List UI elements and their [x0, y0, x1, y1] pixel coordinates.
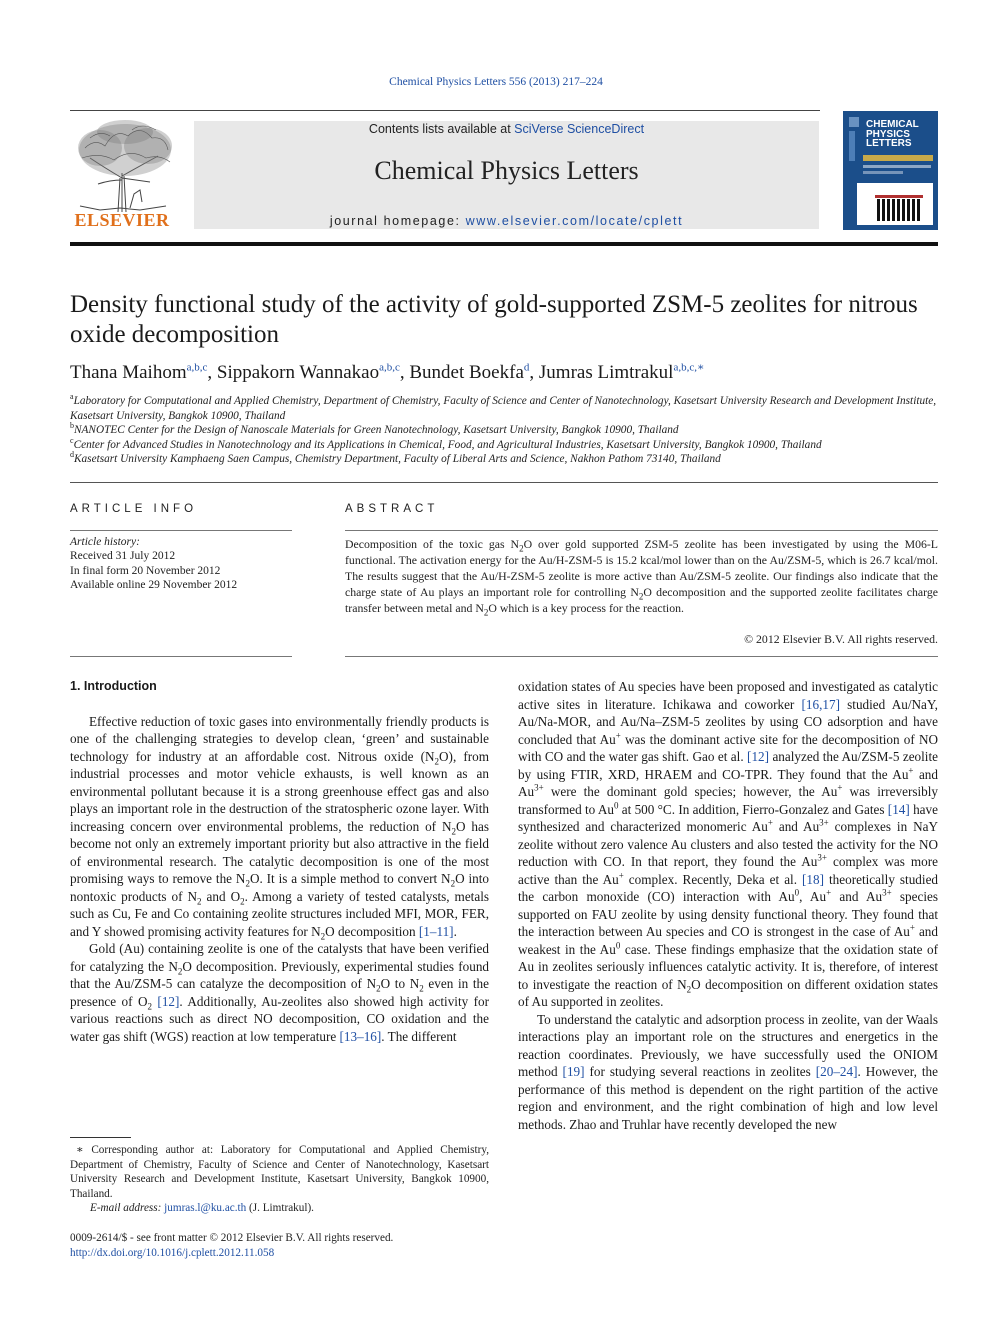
- citation-link[interactable]: [1–11]: [418, 923, 454, 939]
- bottom-notes: [70, 1231, 489, 1260]
- elsevier-wordmark: ELSEVIER: [74, 210, 170, 230]
- affiliation-mark: d: [70, 450, 74, 460]
- homepage-prefix: journal homepage:: [329, 214, 466, 228]
- article-history: [70, 535, 300, 592]
- cover-title-line-3: LETTERS: [866, 138, 912, 149]
- citation-link[interactable]: [20–24]: [815, 1064, 858, 1079]
- author-name[interactable]: Bundet Boekfa: [409, 362, 524, 383]
- affiliation-mark: b: [70, 421, 74, 431]
- citation-link[interactable]: [12]: [157, 993, 180, 1009]
- author-affiliation-marks[interactable]: a,b,c,∗: [673, 361, 705, 374]
- article-info-heading: ARTICLE INFO: [70, 503, 198, 515]
- citation-link[interactable]: [16,17]: [801, 696, 840, 712]
- section-rule: [70, 482, 938, 483]
- abstract-heading: ABSTRACT: [345, 503, 439, 515]
- history-received: Received 31 July 2012: [70, 550, 176, 563]
- affiliation-text: Laboratory for Computational and Applied Chemistry, Department of Chemistry, Faculty of Science and Center of Nanotechnology, Kasetsart University Research and Development Institute, Kasetsart University, Bangkok 10900, Thailand: [70, 395, 937, 422]
- author-name[interactable]: Sippakorn Wannakao: [216, 362, 380, 383]
- body-paragraph: Gold (Au) containing zeolite is one of the catalysts that have been verified for catalyzing the $N_2O$ decomposition. Previously, experimental studies found that the Au/ZSM-5 can catalyze the decomposition of $N_2O$ to $N_2$ even in the presence of $O_2$ [12]. Additionally, Au-zeolites also showed high activity for various reactions such as direct NO decomposition, CO oxidation and the water gas shift (WGS) reaction at low temperature [13–16]. The different: [70, 941, 490, 1044]
- affiliations: [70, 394, 940, 467]
- affiliation-item: [70, 435, 940, 453]
- history-online: Available online 29 November 2012: [70, 578, 238, 591]
- issn-line: 0009-2614/$ - see front matter © 2012 Elsevier B.V. All rights reserved.: [70, 1232, 394, 1244]
- article-info-rule-bottom: [70, 656, 292, 657]
- abstract-copyright: © 2012 Elsevier B.V. All rights reserved.: [744, 632, 938, 646]
- affiliation-item: [70, 394, 940, 423]
- contents-prefix: Contents lists available at: [368, 122, 515, 136]
- author-affiliation-marks[interactable]: a,b,c: [379, 361, 400, 374]
- sciencedirect-link[interactable]: SciVerse ScienceDirect: [514, 122, 645, 136]
- footnote-rule: [70, 1137, 131, 1138]
- affiliation-text: Kasetsart University Kamphaeng Saen Campus, Chemistry Department, Faculty of Liberal Arts and Science, Nakhon Pathom 73140, Thailand: [74, 453, 721, 465]
- article-title: Density functional study of the activity of gold-supported ZSM-5 zeolites for nitrous oxide decomposition: [70, 291, 918, 348]
- affiliation-item: [70, 452, 940, 467]
- citation-link[interactable]: [19]: [562, 1064, 585, 1079]
- body-column-right: [518, 678, 938, 1133]
- body-paragraph: Effective reduction of toxic gases into environmentally friendly products is one of the challenging strategies to develop clean, ‘green’ and sustainable technology for industry at an affordable cost. Nitrous oxide $(N_2O)$, from industrial processes and motor vehicle exhausts, is well known as an environmental pollutant because it is a strong greenhouse effect gas and also plays an important role in the destruction of the stratospheric ozone layer. With increasing concern over environmental problems, the reduction of $N_2O$ has become not only an extremely important priority but also attractive in the field of environmental research. The catalytic decomposition is one of the most promising ways to remove the $N_2O$. It is a simple method to convert $N_2O$ into nontoxic products of $N_2$ and $O_2$. Among a variety of tested catalysts, metals such as Cu, Fe and Co containing zeolite structures included MFI, MOR, FER, and Y showed promising activity features for $N_2O$ decomposition [1–11].: [70, 713, 489, 942]
- email-link[interactable]: jumras.l@ku.ac.th: [164, 1202, 247, 1214]
- body-paragraph: To understand the catalytic and adsorption process in zeolite, van der Waals interactions play an important role on the structures and energetics in the reaction coordinates. Previously, we have successfully used the ONIOM method [19] for studying several reactions in zeolites [20–24]. However, the performance of this method is dependent on the right partition of the active region and environment, and the right combination of high and low level methods. Zhao and Truhlar have recently developed the new: [518, 1011, 939, 1132]
- author-name[interactable]: Jumras Limtrakul: [538, 362, 674, 383]
- cover-title: [866, 120, 936, 149]
- doi-link[interactable]: http://dx.doi.org/10.1016/j.cplett.2012.11.058: [70, 1246, 275, 1259]
- author-list: Thana Maihom$^{a,b,c}$, Sippakorn Wannakao$^{a,b,c}$, Bundet Boekfa$^d$, Jumras Limtrakul$^{a,b,c,∗}$: [70, 361, 705, 383]
- cover-title-line-2: PHYSICS: [866, 128, 910, 140]
- journal-reference[interactable]: Chemical Physics Letters 556 (2013) 217–224: [389, 76, 603, 88]
- journal-name: Chemical Physics Letters: [374, 156, 639, 185]
- cover-title-line-1: CHEMICAL: [866, 119, 919, 130]
- footnote-email-line: [70, 1201, 489, 1216]
- homepage-line: [194, 214, 819, 228]
- body-column-left: [70, 678, 489, 1045]
- citation-link[interactable]: [14]: [887, 801, 910, 817]
- corresponding-author-footnote: [70, 1143, 489, 1216]
- article-info-rule: [70, 530, 292, 531]
- email-suffix: (J. Limtrakul).: [246, 1202, 314, 1214]
- abstract-text: Decomposition of the toxic gas $N_2O$ over gold supported ZSM-5 zeolite has been investigated by using the M06-L functional. The activation energy for the Au/H-ZSM-5 is 15.2 kcal/mol lower than on the Au/ZSM-5, which is 26.7 kcal/mol. The results suggest that the Au/H-ZSM-5 zeolite is more active than Au/ZSM-5 zeolite. Our findings also indicate that the charge state of Au plays an important role for controlling $N_2O$ decomposition and the supported zeolite facilitates charge transfer between metal and $N_2O$ which is a key process for the reaction.: [345, 537, 938, 618]
- history-label: Article history:: [70, 536, 140, 548]
- author-affiliation-marks[interactable]: d: [523, 361, 530, 374]
- homepage-link[interactable]: www.elsevier.com/locate/cplett: [465, 214, 684, 228]
- body-paragraph: oxidation states of Au species have been proposed and investigated as catalytic active sites in literature. Ichikawa and coworker [16,17] studied Au/NaY, Au/Na-MOR, and Au/Na–ZSM-5 zeolites by using CO adsorption and have concluded that Au+ was the dominant active site for the decomposition of NO with CO and the water gas shift. Gao et al. [12] analyzed the Au/ZSM-5 zeolite by using FTIR, XRD, HRAEM and CO-TPR. They found that the Au+ and $Au^{3+}$ were the dominant gold species; however, the Au+ was irreversibly transformed to Au$^0$ at 500 °C. In addition, Fierro-Gonzalez and Gates [14] have synthesized and characterized monomeric Au+ and $Au^{3+}$ complexes in NaY zeolite without zero valence Au clusters and also tested the activity for the NO reduction with CO. In that report, they found the $Au^{3+}$ complex was more active than the Au+ complex. Recently, Deka et al. [18] theoretically studied the carbon monoxide (CO) interaction with Au$^0$, Au+ and $Au^{3+}$ species supported on FAU zeolite by using density functional theory. They found that the interaction between Au species and CO is strongest in the case of Au+ and weakest in the Au$^0$ case. These findings emphasize that the oxidation state of Au in zeolites seriously influences catalytic activity. It is, therefore, of interest to investigate the reaction of $N_2O$ decomposition on different oxidation states of Au supported in zeolites.: [518, 679, 939, 1009]
- affiliation-mark: a: [70, 392, 74, 402]
- author-name[interactable]: Thana Maihom: [70, 362, 187, 383]
- section-heading-introduction: 1. Introduction: [70, 679, 157, 693]
- citation-link[interactable]: [13–16]: [339, 1028, 382, 1044]
- citation-link[interactable]: [12]: [747, 749, 770, 764]
- affiliation-item: [70, 423, 940, 438]
- email-label: E-mail address:: [90, 1202, 165, 1214]
- affiliation-mark: c: [70, 435, 74, 445]
- history-revised: In final form 20 November 2012: [70, 564, 221, 577]
- top-rule: [70, 110, 820, 111]
- header-thick-rule: [70, 242, 938, 246]
- contents-line: [194, 122, 819, 136]
- citation-link[interactable]: [18]: [802, 871, 824, 887]
- affiliation-text: NANOTEC Center for the Design of Nanoscale Materials for Green Nanotechnology, Kasetsart University, Bangkok 10900, Thailand: [74, 424, 679, 436]
- abstract-rule-bottom: [345, 656, 938, 657]
- abstract-rule: [345, 530, 938, 531]
- footnote-text: ∗ Corresponding author at: Laboratory for Computational and Applied Chemistry, Department of Chemistry, Faculty of Science and Center of Nanotechnology, Kasetsart University Research and Development Institute, Kasetsart University, Bangkok 10900, Thailand.: [70, 1144, 489, 1200]
- author-affiliation-marks[interactable]: a,b,c: [186, 361, 208, 374]
- affiliation-text: Center for Advanced Studies in Nanotechnology and its Applications in Chemical, Food, and Agricultural Industries, Kasetsart University, Bangkok 10900, Thailand: [73, 438, 822, 451]
